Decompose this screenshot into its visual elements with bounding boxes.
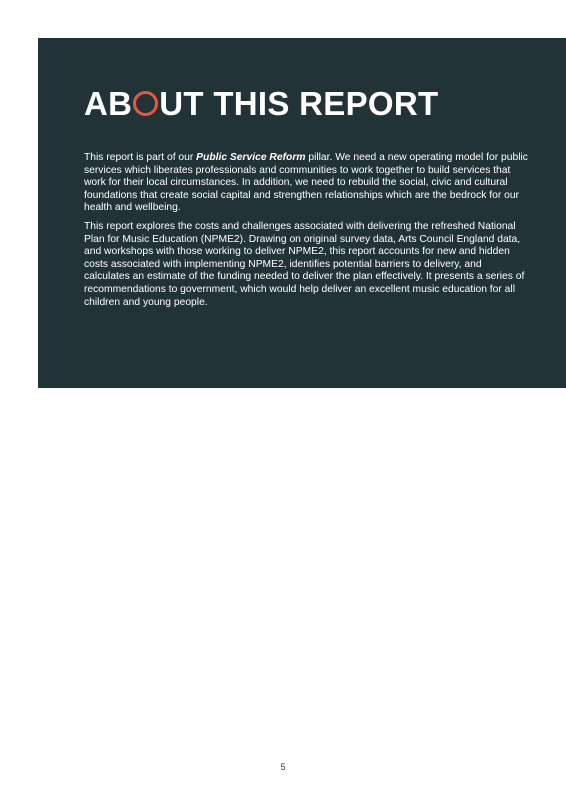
about-panel [38,38,566,388]
page-number: 5 [280,762,286,772]
paragraph-pillar-post: pillar. We need a new operating model for public services which liberates professionals and communities to work together to build services that work for their local circumstances. In addition, we need to rebuild the social, civic and cultural foundations that create social capital and strengthen relationships which are the bedrock for our health and wellbeing. [84,152,528,214]
page-title [84,86,438,122]
title-text-before-ring: AB [84,85,133,122]
report-description [84,152,530,315]
paragraph-report-scope: This report explores the costs and challenges associated with delivering the refreshed National Plan for Music Education (NPME2). Drawing on original survey data, Arts Council England data, and workshops with those working to deliver NPME2, this report accounts for new and hidden costs associated with implementing NPME2, identifies potential barriers to delivery, and calculates an estimate of the funding needed to deliver the plan effectively. It presents a series of recommendations to government, which would help deliver an excellent music education for all children and young people. [84,220,525,308]
title-text-after-ring: UT THIS REPORT [159,85,439,122]
paragraph-pillar-pre: This report is part of our [84,152,197,163]
pillar-name: Public Service Reform [196,152,306,163]
ring-o-icon [133,91,158,116]
paragraph-pillar [84,152,530,215]
